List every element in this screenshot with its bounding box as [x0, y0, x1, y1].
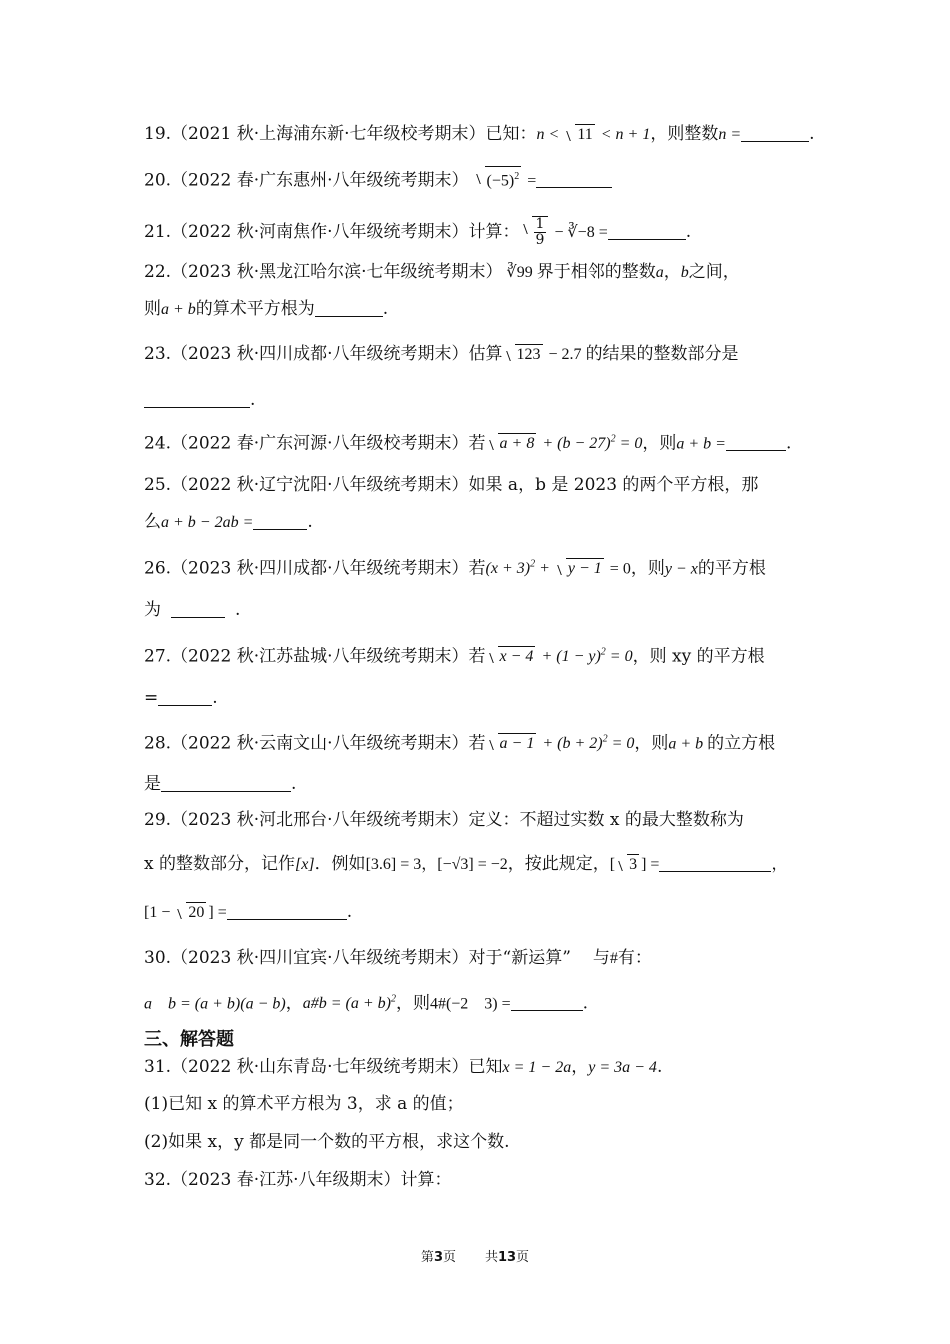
- question-31-part1: (1)已知 x 的算术平方根为 3，求 a 的值；: [144, 1094, 464, 1114]
- question-31-part2: (2)如果 x，y 都是同一个数的平方根，求这个数.: [144, 1132, 510, 1152]
- answer-blank[interactable]: [171, 601, 225, 618]
- answer-blank[interactable]: [158, 689, 212, 706]
- answer-blank[interactable]: [144, 391, 250, 408]
- question-28: 28.（2022 秋·云南文山·八年级统考期末）若 $a - 1 + (b + 2)^2 = 0$，则a + b 的立方根: [144, 728, 775, 756]
- answer-blank[interactable]: [511, 994, 583, 1011]
- answer-blank[interactable]: [726, 434, 786, 451]
- answer-blank[interactable]: [608, 223, 686, 240]
- question-23: 23.（2023 秋·四川成都·八年级统考期末）估算 123 − 2.7 的结果的整数部分是: [144, 342, 739, 367]
- question-31: 31.（2022 秋·山东青岛·七年级统考期末）已知x = 1 − 2a，y = 3a − 4.: [144, 1057, 663, 1077]
- question-28-line2: 是 .: [144, 774, 297, 794]
- question-24: 24.（2022 春·广东河源·八年级校考期末）若 $a + 8 + (b - 27)^2 = 0$，则a + b = .: [144, 428, 791, 456]
- answer-blank[interactable]: [315, 300, 383, 317]
- answer-blank[interactable]: [227, 903, 347, 920]
- answer-blank[interactable]: [161, 775, 291, 792]
- question-21: 21.（2022 秋·河南焦作·八年级统考期末）计算： $\frac{1}{9}$ − ∛−8 = .: [144, 216, 692, 248]
- question-23-line2: .: [144, 388, 255, 412]
- question-26-line2: 为 .: [144, 600, 241, 620]
- question-26: 26.（2023 秋·四川成都·八年级统考期末）若$(x + 3)^2 + y - 1 = 0$，则y − x的平方根: [144, 553, 766, 581]
- page-number: 3: [433, 1250, 443, 1265]
- question-29: 29.（2023 秋·河北邢台·八年级统考期末）定义：不超过实数 x 的最大整数称为: [144, 810, 744, 830]
- answer-blank[interactable]: [659, 855, 771, 872]
- question-20: 20.（2022 春·广东惠州·八年级统考期末） $(-5)^2$ =: [144, 166, 612, 193]
- question-29-line3: [1 − 20 ] = .: [144, 900, 352, 925]
- question-30: 30.（2023 秋·四川宜宾·八年级统考期末）对于“新运算” 与#有：: [144, 948, 652, 968]
- answer-blank[interactable]: [741, 125, 809, 142]
- question-29-line2: x 的整数部分，记作[x]．例如[3.6] = 3，[−√3] = −2，按此规定，[ 3 ] = ，: [144, 852, 787, 877]
- section-title: 三、解答题: [144, 1029, 234, 1050]
- question-27-line2: = .: [144, 688, 218, 708]
- formula: n <: [536, 126, 564, 143]
- total-pages: 13: [497, 1250, 517, 1265]
- question-25-line2: 么a + b − 2ab = .: [144, 512, 313, 532]
- question-30-line2: a b = (a + b)(a − b)，a#b = $(a + b)^2$，则4#(−2 3) = .: [144, 993, 589, 1014]
- question-19: 19.（2021 秋·上海浦东新·七年级校考期末）已知：n < 11 < n + 1，则整数n = .: [144, 122, 815, 147]
- answer-blank[interactable]: [253, 513, 307, 530]
- question-22-line2: 则a + b的算术平方根为 .: [144, 299, 389, 319]
- answer-blank[interactable]: [536, 171, 612, 188]
- page-footer: 第3页 共13页: [420, 1250, 530, 1265]
- question-27: 27.（2022 秋·江苏盐城·八年级统考期末）若 $x - 4 + (1 - y)^2 = 0$，则 xy 的平方根: [144, 641, 765, 669]
- question-32: 32.（2023 春·江苏·八年级期末）计算：: [144, 1170, 452, 1190]
- question-25: 25.（2022 秋·辽宁沈阳·八年级统考期末）如果 a，b 是 2023 的两个平方根，那: [144, 475, 759, 495]
- question-22: 22.（2023 秋·黑龙江哈尔滨·七年级统考期末） ∛99 界于相邻的整数a，b之间，: [144, 262, 740, 282]
